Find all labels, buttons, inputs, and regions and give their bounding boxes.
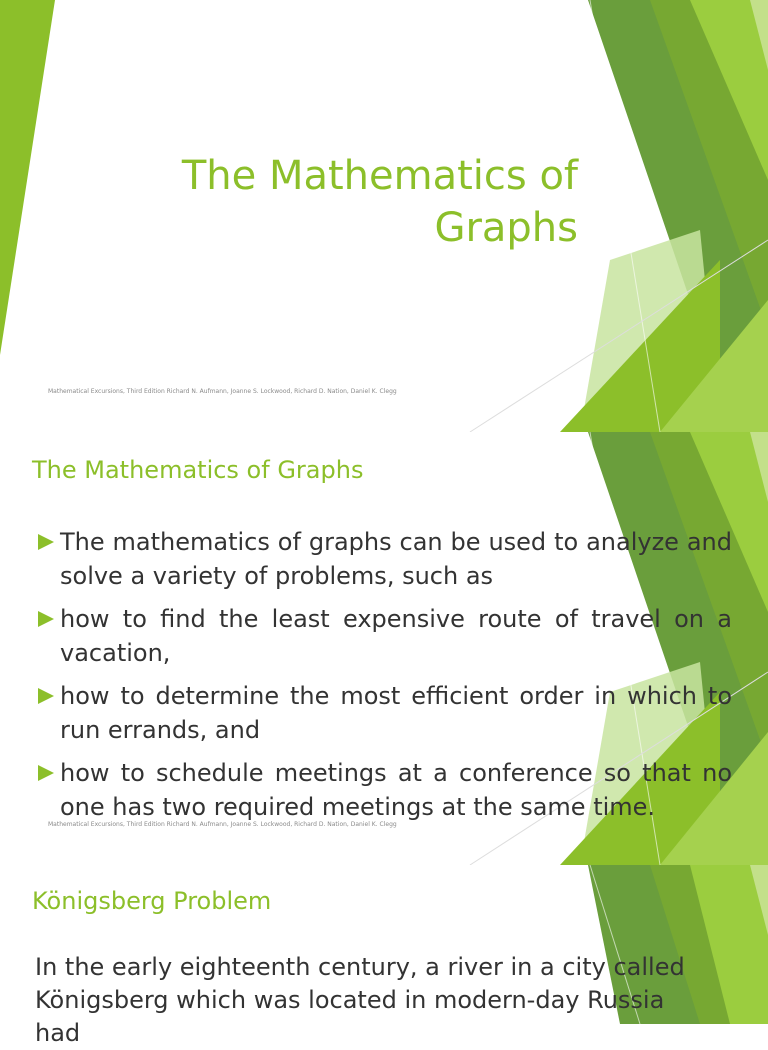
bullet-item (38, 756, 732, 824)
arrow-bullet-icon (38, 611, 54, 627)
arrow-bullet-icon (38, 765, 54, 781)
bullet-item (38, 679, 732, 747)
bullet-item (38, 602, 732, 670)
bullet-list (38, 525, 732, 833)
credit-text: Mathematical Excursions, Third Edition Richard N. Aufmann, Joanne S. Lockwood, Richard D. Nation, Daniel K. Clegg (48, 388, 397, 395)
bullet-item (38, 525, 732, 593)
title-line-2: Graphs (434, 205, 578, 251)
bullet-text: how to find the least expensive route of travel on a vacation, (60, 605, 732, 667)
bullet-text: how to determine the most efficient order in which to run errands, and (60, 682, 732, 744)
title-line-1: The Mathematics of (181, 153, 578, 199)
credit-text: Mathematical Excursions, Third Edition Richard N. Aufmann, Joanne S. Lockwood, Richard D. Nation, Daniel K. Clegg (48, 821, 397, 828)
body-paragraph: In the early eighteenth century, a river in a city called Königsberg which was located in modern-day Russia had (35, 953, 685, 1047)
slide-heading: The Mathematics of Graphs (32, 456, 364, 484)
content-slide (0, 432, 768, 865)
bullet-text: how to schedule meetings at a conference so that no one has two required meetings at the same time. (60, 759, 732, 821)
arrow-bullet-icon (38, 534, 54, 550)
slide-heading: Königsberg Problem (32, 887, 272, 915)
content-slide (0, 865, 768, 1047)
arrow-bullet-icon (38, 688, 54, 704)
title-slide (0, 0, 768, 432)
slide-title (58, 150, 578, 254)
bullet-text: The mathematics of graphs can be used to analyze and solve a variety of problems, such as (60, 528, 732, 590)
